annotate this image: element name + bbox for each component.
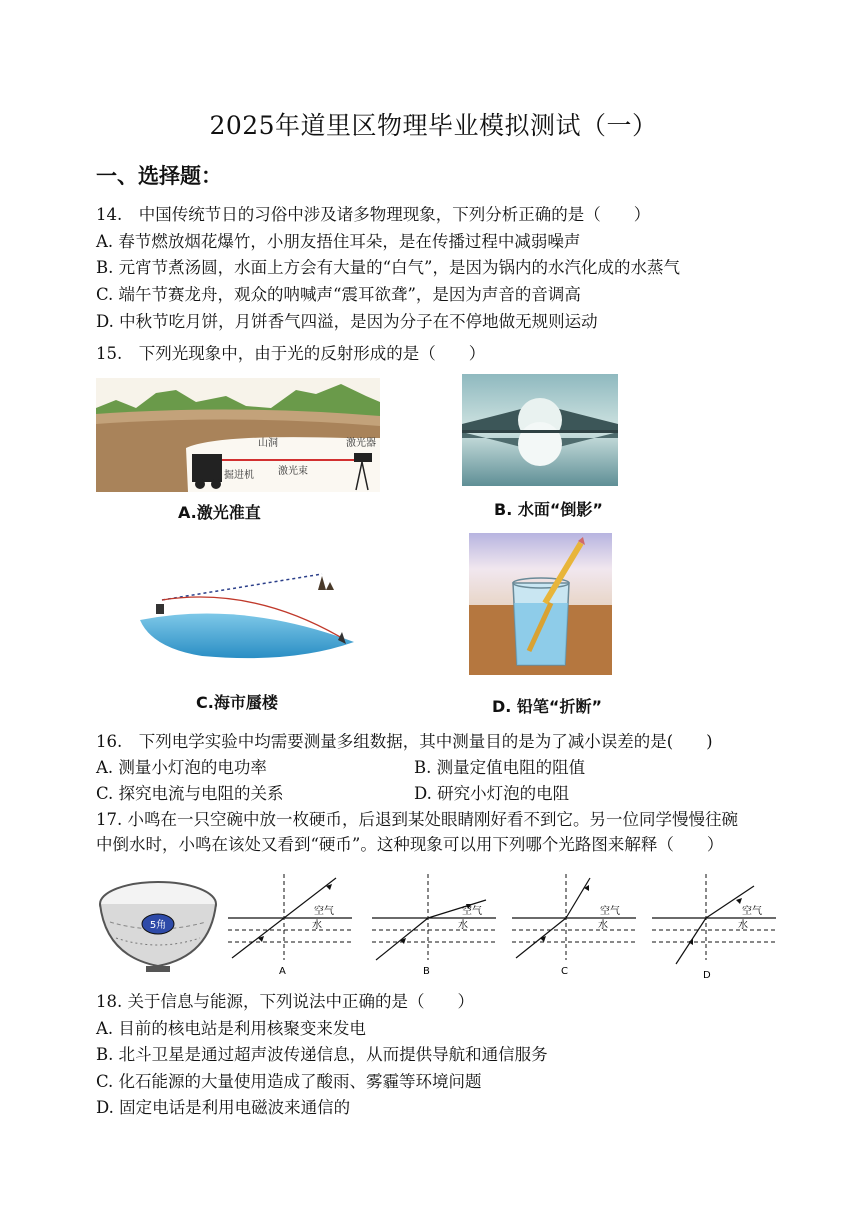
q17-line1: 17. 小鸣在一只空碗中放一枚硬币，后退到某处眼睛刚好看不到它。另一位同学慢慢往碗: [96, 810, 738, 829]
q15-stem: 15. 下列光现象中，由于光的反射形成的是（ ）: [96, 344, 486, 363]
diagram-label: B: [423, 966, 430, 977]
optics-diagram-d: [650, 870, 778, 982]
label-air: 空气: [462, 906, 482, 917]
section-heading: 一、选择题：: [96, 164, 222, 188]
q18-option-d: D. 固定电话是利用电磁波来通信的: [96, 1098, 351, 1117]
figure-mirage: [132, 560, 360, 662]
label-water: 水: [738, 920, 748, 931]
figure-bent-pencil: [469, 533, 612, 675]
q14-option-d: D. 中秋节吃月饼，月饼香气四溢，是因为分子在不停地做无规则运动: [96, 312, 598, 331]
label-air: 空气: [742, 906, 762, 917]
q18-stem: 18. 关于信息与能源，下列说法中正确的是（ ）: [96, 992, 474, 1011]
label-air: 空气: [600, 906, 620, 917]
q16-option-a: A. 测量小灯泡的电功率: [96, 758, 267, 777]
q14-option-b: B. 元宵节煮汤圆，水面上方会有大量的“白气”，是因为锅内的水汽化成的水蒸气: [96, 258, 680, 277]
q18-option-b: B. 北斗卫星是通过超声波传递信息，从而提供导航和通信服务: [96, 1045, 548, 1064]
optics-diagram-c: [510, 870, 638, 978]
q17-line2: 中倒水时，小鸣在该处又看到“硬币”。这种现象可以用下列哪个光路图来解释（ ）: [96, 835, 724, 854]
figure-bowl-coin: [96, 876, 220, 976]
figure-laser-alignment: [96, 378, 380, 492]
caption-figure-d: D. 铅笔“折断”: [492, 697, 602, 716]
page-title: 2025年道里区物理毕业模拟测试（一）: [209, 111, 658, 140]
diagram-label: C: [561, 966, 568, 977]
caption-figure-a: A.激光准直: [178, 503, 261, 522]
q18-option-c: C. 化石能源的大量使用造成了酸雨、雾霾等环境问题: [96, 1072, 482, 1091]
q16-option-d: D. 研究小灯泡的电阻: [414, 784, 570, 803]
q14-option-a: A. 春节燃放烟花爆竹，小朋友捂住耳朵，是在传播过程中减弱噪声: [96, 232, 581, 251]
label-water: 水: [458, 920, 468, 931]
optics-diagram-a: [226, 870, 354, 978]
q18-option-a: A. 目前的核电站是利用核聚变来发电: [96, 1019, 366, 1038]
label-water: 水: [312, 920, 322, 931]
optics-diagram-b: [370, 870, 498, 978]
diagram-label: D: [703, 970, 711, 981]
diagram-label: A: [279, 966, 286, 977]
fig-label-tunnel: 山洞: [258, 438, 278, 449]
fig-label-machine: 掘进机: [224, 470, 254, 481]
label-water: 水: [598, 920, 608, 931]
q16-option-c: C. 探究电流与电阻的关系: [96, 784, 284, 803]
q16-option-b: B. 测量定值电阻的阻值: [414, 758, 586, 777]
caption-figure-b: B. 水面“倒影”: [494, 500, 603, 519]
label-air: 空气: [314, 906, 334, 917]
fig-label-laser: 激光器: [346, 438, 376, 449]
figure-water-reflection: [462, 374, 618, 486]
q14-stem: 14. 中国传统节日的习俗中涉及诸多物理现象，下列分析正确的是（ ）: [96, 205, 651, 224]
coin-label: 5角: [149, 920, 167, 931]
caption-figure-c: C.海市蜃楼: [196, 693, 278, 712]
q14-option-c: C. 端午节赛龙舟，观众的呐喊声“震耳欲聋”，是因为声音的音调高: [96, 285, 581, 304]
q16-stem: 16. 下列电学实验中均需要测量多组数据，其中测量目的是为了减小误差的是( ): [96, 732, 713, 751]
fig-label-beam: 激光束: [278, 466, 308, 477]
